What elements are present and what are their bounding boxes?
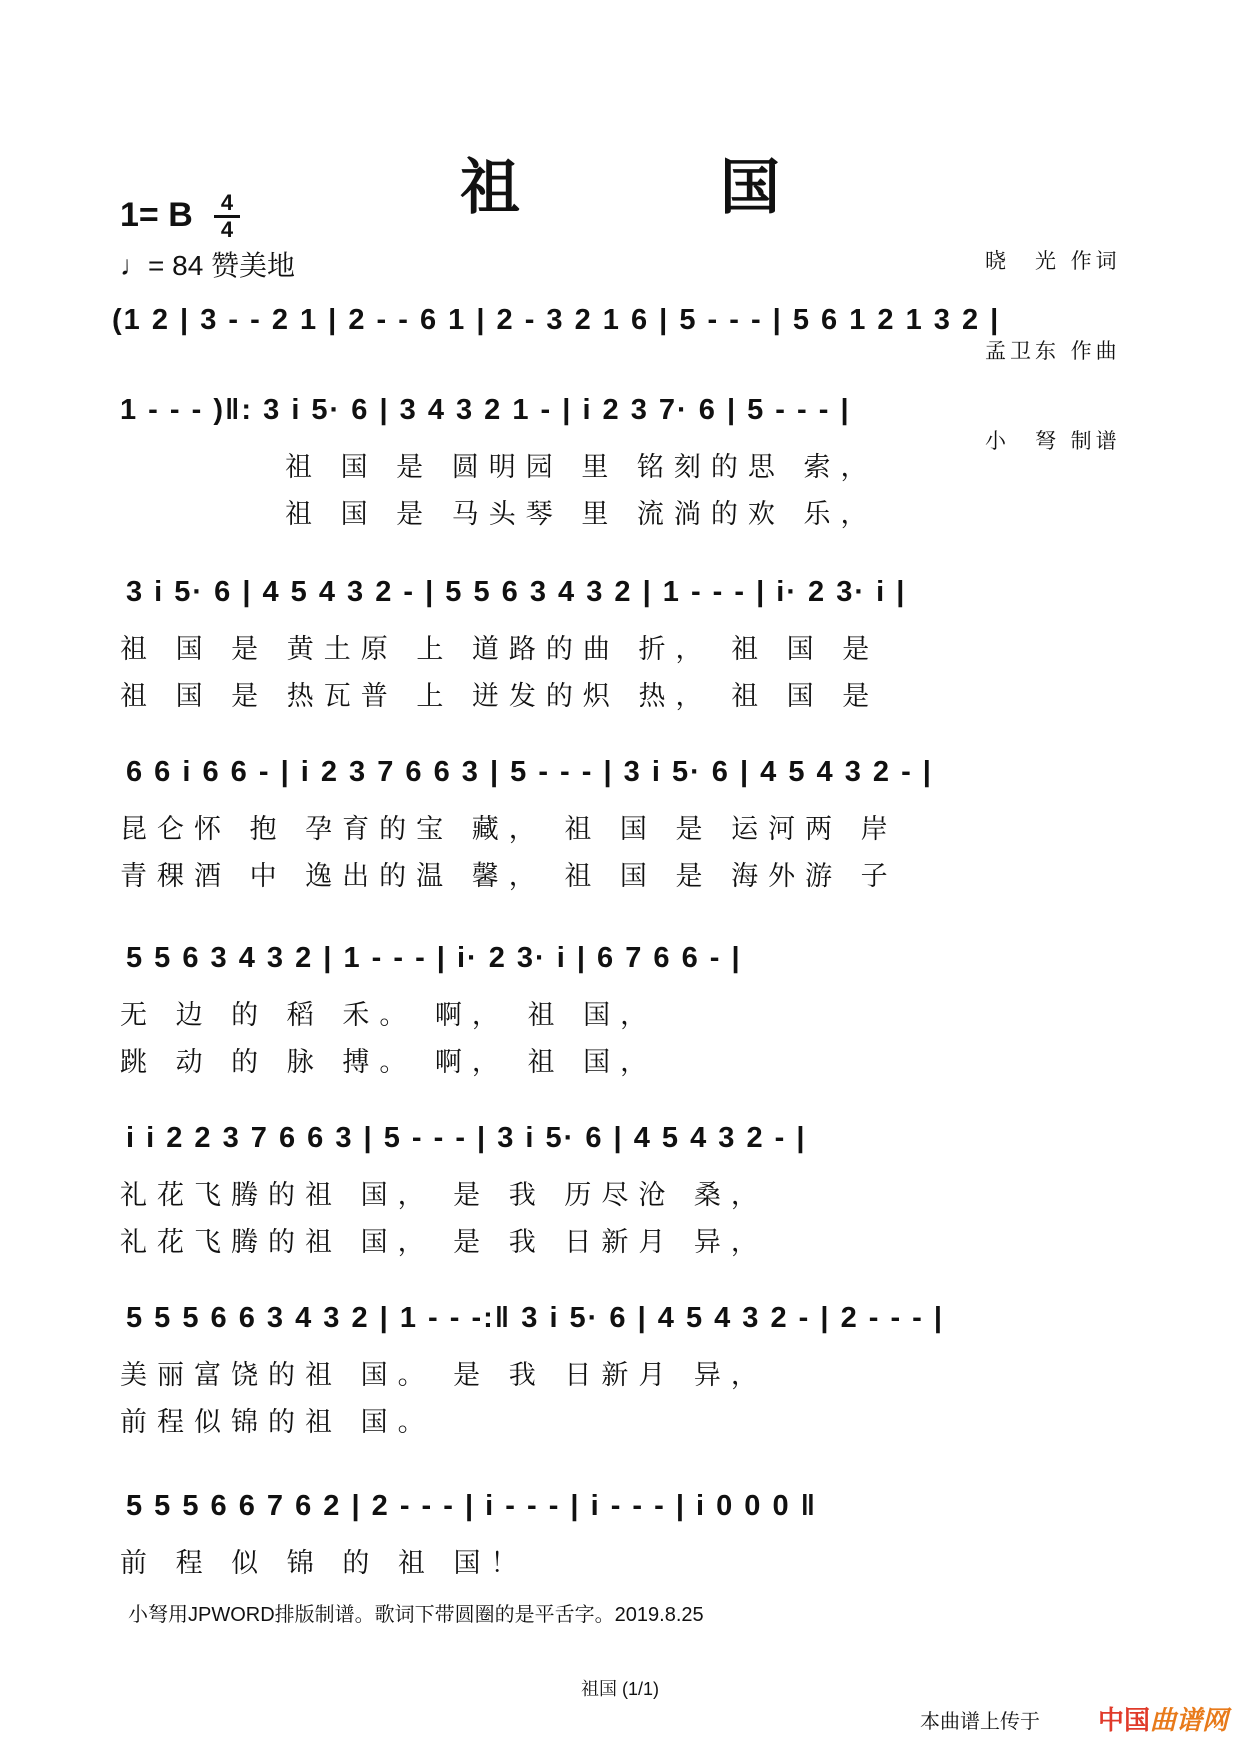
system-5-lyric-1: 无 边 的 稻 禾。 啊， 祖 国，	[120, 1000, 658, 1031]
system-2-lyric-2: 祖 国 是 马头琴 里 流淌的欢 乐，	[285, 499, 878, 530]
logo-part-1: 中国	[1098, 1705, 1151, 1735]
time-signature	[214, 192, 240, 241]
system-2-lyric-1: 祖 国 是 圆明园 里 铭刻的思 索，	[285, 452, 878, 483]
system-3-lyric-2: 祖 国 是 热瓦普 上 迸发的炽 热， 祖 国 是	[120, 681, 880, 712]
system-6-notes: i i 2 2 3 7 6 6 3 | 5 - - - | 3 i 5· 6 | 4 5 4 3 2 - |	[126, 1122, 807, 1154]
tempo-marking: ♩= 84 赞美地	[120, 250, 296, 281]
system-7-lyric-1: 美丽富饶的祖 国。 是 我 日新月 异，	[120, 1360, 768, 1391]
system-6-lyric-2: 礼花飞腾的祖 国， 是 我 日新月 异，	[120, 1227, 768, 1258]
credits	[985, 186, 1121, 486]
key-signature: 1= B	[120, 196, 193, 234]
system-3-notes: 3 i 5· 6 | 4 5 4 3 2 - | 5 5 6 3 4 3 2 | 1 - - - | i· 2 3· i |	[126, 576, 907, 608]
page-title: 祖 国	[460, 153, 850, 223]
system-4-lyric-1: 昆仑怀 抱 孕育的宝 藏， 祖 国 是 运河两 岸	[120, 814, 898, 845]
system-1-notes: (1 2 | 3 - - 2 1 | 2 - - 6 1 | 2 - 3 2 1 6 | 5 - - - | 5 6 1 2 1 3 2 |	[112, 304, 1001, 336]
system-3-lyric-1: 祖 国 是 黄土原 上 道路的曲 折， 祖 国 是	[120, 634, 880, 665]
time-signature-bottom: 4	[220, 217, 234, 242]
system-5-lyric-2: 跳 动 的 脉 搏。 啊， 祖 国，	[120, 1047, 658, 1078]
logo-part-2: 曲谱网	[1150, 1705, 1229, 1735]
system-7-notes: 5 5 5 6 6 3 4 3 2 | 1 - - -:‖ 3 i 5· 6 | 4 5 4 3 2 - | 2 - - - |	[126, 1302, 945, 1334]
site-logo[interactable]	[1098, 1700, 1228, 1737]
footer-note: 小弩用JPWORD排版制谱。歌词下带圆圈的是平舌字。2019.8.25	[128, 1604, 704, 1626]
credit-composer: 孟卫东 作曲	[985, 339, 1121, 363]
upload-text: 本曲谱上传于	[920, 1711, 1040, 1733]
system-2-notes: 1 - - - )‖: 3 i 5· 6 | 3 4 3 2 1 - | i 2 3 7· 6 | 5 - - - |	[120, 394, 851, 426]
system-8-notes: 5 5 5 6 6 7 6 2 | 2 - - - | i - - - | i - - - | i 0 0 0 ‖	[126, 1490, 818, 1522]
system-4-notes: 6 6 i 6 6 - | i 2 3 7 6 6 3 | 5 - - - | 3 i 5· 6 | 4 5 4 3 2 - |	[126, 756, 933, 788]
page-number: 祖国 (1/1)	[580, 1679, 659, 1699]
system-7-lyric-2: 前程似锦的祖 国。	[120, 1407, 435, 1438]
system-4-lyric-2: 青稞酒 中 逸出的温 馨， 祖 国 是 海外游 子	[120, 861, 898, 892]
credit-arranger: 小 弩 制谱	[985, 429, 1121, 453]
time-signature-top: 4	[220, 190, 234, 215]
system-5-notes: 5 5 6 3 4 3 2 | 1 - - - | i· 2 3· i | 6 7 6 6 - |	[126, 942, 742, 974]
system-8-lyric-1: 前 程 似 锦 的 祖 国！	[120, 1548, 528, 1579]
credit-lyricist: 晓 光 作词	[985, 249, 1121, 273]
system-6-lyric-1: 礼花飞腾的祖 国， 是 我 历尽沧 桑，	[120, 1180, 768, 1211]
